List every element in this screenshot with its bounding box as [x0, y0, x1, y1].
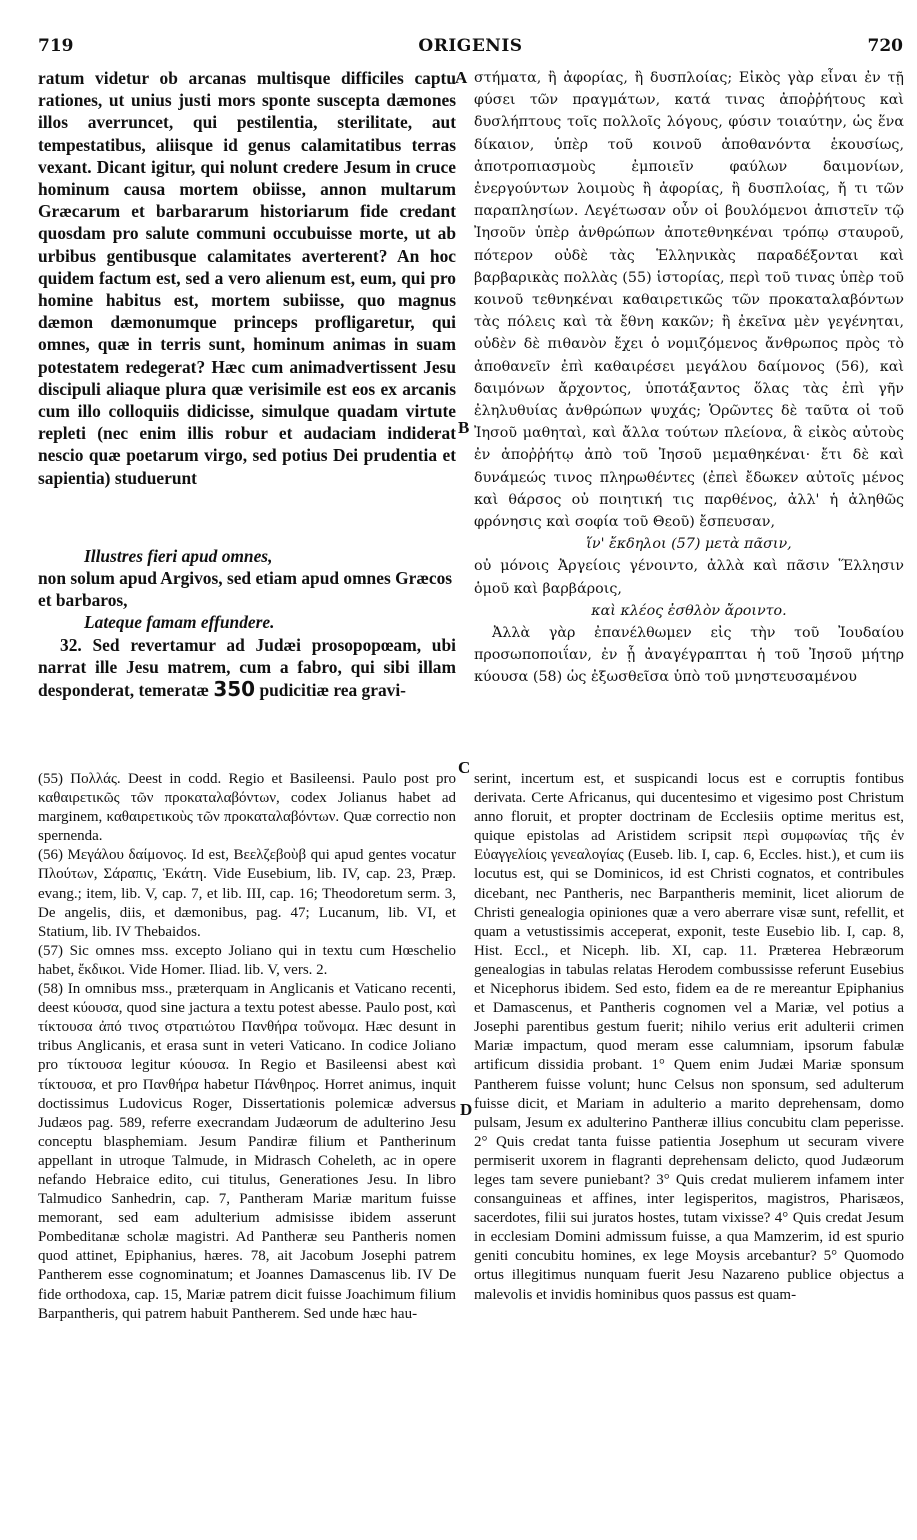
greek-verse-line-2: οὐ μόνοις Ἀργείοις γένοιντο, ἀλλὰ καὶ πᾶσιν Ἕλλησιν ὁμοῦ καὶ βαρβάροις, [474, 558, 904, 597]
latin-verse-block [38, 545, 456, 634]
latin-body-text: ratum videtur ob arcanas multisque difficiles captu rationes, ut unius justi mors sponte suscepta dæmones illos averruncet, qui pestilentia, sterilitate, aut tempestatibus, aliisque id genus calamitatibus terras vexant. Dicant igitur, qui nolunt credere Jesum in cruce hominum causa mortem obiisse, annon multarum Græcarum et barbararum historiarum fide credant quosdam pro salute communi occubuisse morte, ut ab urbibus gentibusque calamitates averterent? An hoc quidem factum est, sed a vero alienum est, eum, qui pro homine habitus est, mortem subiisse, quo magnus dæmon dæmonumque princeps profligaretur, qui omnes, quæ in terris sunt, hominum animas in suam potestatem redegerat? Hæc cum animadvertissent Jesu discipuli aliaque plura quæ verisimile est eos ex arcanis cum illo colloquiis didicisse, simulque quadam virtute repleti (nec enim illis robur et audaciam indiderat nescio quæ poetarum virgo, sed potius Dei prudentia et sapientia) studuerunt [38, 68, 456, 488]
running-title: ORIGENIS [418, 36, 523, 56]
latin-section-paragraph [38, 634, 456, 702]
latin-verse-line-2: non solum apud Argivos, sed etiam apud omnes Græcos et barbaros, [38, 568, 453, 611]
margin-marker-c: C [458, 758, 471, 777]
greek-verse-line-3: καὶ κλέος ἐσθλὸν ἄροιντο. [591, 602, 787, 619]
margin-marker-a: A [455, 68, 468, 87]
footnote-56: (56) Μεγάλου δαίμονος. Id est, Βεελζεβοὺβ qui apud gentes vocatur Πλούτων, Σάραπις, Ἑκάτη. Vide Eusebium, lib. IV, cap. 23, Præp. evang.; item, lib. V, cap. 7, et lib. III, cap. 16; Theodoretum serm. 3, De angelis, diis, et dæmonibus, pag. 47; Lucanum, lib. VI, et Statium, lib. IV Thebaidos. [38, 847, 456, 940]
footnotes-right [474, 770, 904, 1305]
greek-column [474, 67, 904, 689]
page-number-right: 720 [867, 36, 903, 56]
margin-marker-b: B [458, 418, 470, 437]
section-text-b: pudicitiæ rea gravi- [259, 680, 406, 701]
page-number-left: 719 [38, 36, 74, 56]
page-header [38, 36, 903, 58]
inline-page-number: 350 [213, 677, 256, 702]
margin-marker-d: D [460, 1100, 473, 1119]
greek-body-text: στήματα, ἢ ἀφορίας, ἢ δυσπλοίας; Εἰκὸς γὰρ εἶναι ἐν τῇ φύσει τῶν πραγμάτων, κατά τινας ἀποῤῥήτους καὶ δυσλήπτους τοῖς πολλοῖς λόγους, φύσιν τοιαύτην, ὡς ἕνα δίκαιον, ὑπὲρ τοῦ κοινοῦ ἀποθανόντα ἑκουσίως, ἀποτροπιασμοὺς ἐμποιεῖν φαύλων δαιμονίων, ἐνεργούντων λοιμοὺς ἢ ἀφορίας, ἢ δυσπλοίας, ἤ τι τῶν παραπλησίων. Λεγέτωσαν οὖν οἱ βουλόμενοι ἀπιστεῖν τῷ Ἰησοῦν ὑπὲρ ἀνθρώπων ἀποτεθνηκέναι τρόπῳ σταυροῦ, πότερον οὐδὲ τὰς Ἑλληνικὰς παραδέξονται καὶ βαρβαρικὰς πολλὰς (55) ἱστορίας, περὶ τοῦ τινας ὑπὲρ τοῦ κοινοῦ τεθνηκέναι καθαιρετικῶς τῶν προκαταλαβόντων τὰς πόλεις καὶ τὰ ἔθνη κακῶν; ἢ ἐκεῖνα μὲν γεγένηται, οὐδὲν δὲ πιθανὸν ἔχει ὁ νομιζόμενος ἄνθρωπος πρὸς τὸ ἀποθανεῖν ἐπὶ καθαιρέσει μεγάλου δαίμονος (56), καὶ δαιμόνων ἄρχοντος, ὑποτάξαντος ὅλας τὰς ἐπὶ γῆν ἐληλυθυίας ἀνθρώπων ψυχάς; Ὁρῶντες δὲ ταῦτα οἱ τοῦ Ἰησοῦ μαθηταὶ, καὶ ἄλλα τούτων πλείονα, ἃ εἰκὸς αὐτοὺς ἐν ἀποῤῥήτῳ ἀπὸ τοῦ Ἰησοῦ μεμαθηκέναι· ἔτι δὲ καὶ δυνάμεώς τινος πληρωθέντες (ἐπεὶ ἔδωκεν αὐτοῖς μένος καὶ θάρσος οὐ ποιητική τις παρθένος, ἀλλ' ἡ ἀληθῶς φρόνησις καὶ σοφία τοῦ Θεοῦ) ἔσπευσαν, [474, 70, 904, 531]
footnote-continuation: serint, incertum est, et suspicandi locus est e corruptis fontibus derivata. Certe Africanus, qui ducentesimo et vigesimo post Christum anno floruit, et propter doctrinam de Ecclesiis optime meritus est, quique epistolas ad Aristidem scripsit περὶ συμφωνίας τῆς ἐν Εὐαγγελίοις γενεαλογίας (Euseb. lib. I, cap. 6, Eccles. hist.), et cum iis locutus est, qui se Dominicos, id est Christi cognatos, et contribules dicebant, nec Pantheris, nec Barpantheris meminit, licet aliorum de Christi genealogia opiniones quæ a vero aberrare visæ sunt, refellit, et quam a vetustissimis acceperat, exponit, teste Eusebio lib. I, cap. 8, Hist. Eccl., et Niceph. lib. XI, cap. 11. Præterea Hebræorum genealogias in tabulas relatas Herodem combussisse referunt Eusebius et Nicephorus ibidem. Sed esto, fidem ea de re mereantur Epiphanius et Damascenus, et Pantheris cognomen vel a Mariæ, vel potius a Josephi parentibus gestum fuerit; nihilo verius erit adulterii crimen Mariæ impactum, quod meram esse calumniam, ipsorum fabulæ artificum dissidia probant. 1° Quem enim Judæi Mariæ sponsum Pantherem fuisse volunt; hunc Celsus non sponsum, sed adulterum fuisse dicit, et Mariam in adulterio a marito deprehensam, domo pulsam, Jesum ex adulterino Pantheræ illius concubitu clam peperisse. 2° Quis credat tanta fuisse patientia Josephum ut securam vivere permiserit uxorem in flagranti deprehensam delicto, quod Judæorum leges tam severe puniebant? 3° Quis credat mulierem infamem inter consanguineas et affines, inter legisperitos, magistros, Pharisæos, sacerdotes, filii sui juratos hostes, tutam vixisse? 4° Quis credat Jesum in ecclesiam Domini admissum fuisse, a qua Mamzerim, id est spurio geniti concubitu homines, ex lege Moysis arcebantur? 5° Quomodo ortus illegitimus nunquam fuerit Jesu Nazareno publice objectus a malevolis et invidis hominibus quos passus est quam- [474, 771, 904, 1303]
section-text-a: Sed revertamur ad Judæi prosopopœam, ubi narrat ille Jesu matrem, cum a fabro, qui sibi illam desponderat, temeratæ [38, 634, 456, 701]
footnote-57: (57) Sic omnes mss. excepto Joliano qui in textu cum Hœschelio habet, ἔκδικοι. Vide Homer. Iliad. lib. V, vers. 2. [38, 942, 456, 978]
greek-verse-line-1: ἵν' ἔκδηλοι (57) μετὰ πᾶσιν, [586, 536, 792, 553]
footnotes-left [38, 770, 456, 1324]
latin-verse-line-3: Lateque famam effundere. [84, 612, 275, 633]
latin-verse-line-1: Illustres fieri apud omnes, [84, 545, 273, 566]
section-number: 32. [60, 634, 82, 655]
latin-column [38, 67, 456, 701]
footnote-55: (55) Πολλάς. Deest in codd. Regio et Basileensi. Paulo post pro καθαιρετικῶς τῶν προκαταλαβόντων, codex Jolianus habet ad marginem, καθαιρετικοὺς τῶν προκαταλαβόντων. Quæ correctio non spernenda. [38, 771, 456, 845]
column-spacer [38, 489, 456, 545]
footnote-58: (58) In omnibus mss., præterquam in Anglicanis et Vaticano recenti, deest κύουσα, quod sine jactura a textu potest abesse. Paulo post, καὶ τίκτουσα ἀπό τινος στρατιώτου Πανθήρα τοὔνομα. Hæc desunt in tribus Anglicanis, et erasa sunt in veteri Vaticano. In codice Joliano pro τίκτουσα legitur κύουσα. In Regio et Basileensi abest καὶ τίκτουσα, et pro Πανθήρα habetur Πάνθηρος. Horret animus, inquit doctissimus Ludovicus Roger, Dissertationis polemicæ adversus Judæos pag. 589, referre execrandam Judæorum de adulterino Jesu conceptu blasphemiam. Jesum Pandiræ filium et Pantherinum appellant in utroque Talmude, in Midrasch Coheleth, ac in opere nefando Hebraice edito, cui titulus, Generationes Jesu. In libro Talmudico Sanhedrin, cap. 7, Pantheram Mariæ maritum fuisse memorant, sed eam adulterium admisisse ibidem asserunt Pombeditanæ scholæ magistri. Ad Pantheræ seu Pantheris nomen quod attinet, Epiphanius, hæres. 78, ait Jacobum Josephi patrem Pantherem esse cognominatum; et Joannes Damascenus lib. IV De fide orthodoxa, cap. 15, Mariæ patrem dicit fuisse Joachimum filium Barpantheris, qui patrem habuit Pantherem. Sed unde hæc hau- [38, 981, 456, 1322]
greek-closing-paragraph: Ἀλλὰ γὰρ ἐπανέλθωμεν εἰς τὴν τοῦ Ἰουδαίου προσωποποιΐαν, ἐν ᾗ ἀναγέγραπται ἡ τοῦ Ἰησοῦ μήτηρ κύουσα (58) ὡς ἐξωσθεῖσα ὑπὸ τοῦ μνηστευσαμένου [474, 625, 904, 686]
